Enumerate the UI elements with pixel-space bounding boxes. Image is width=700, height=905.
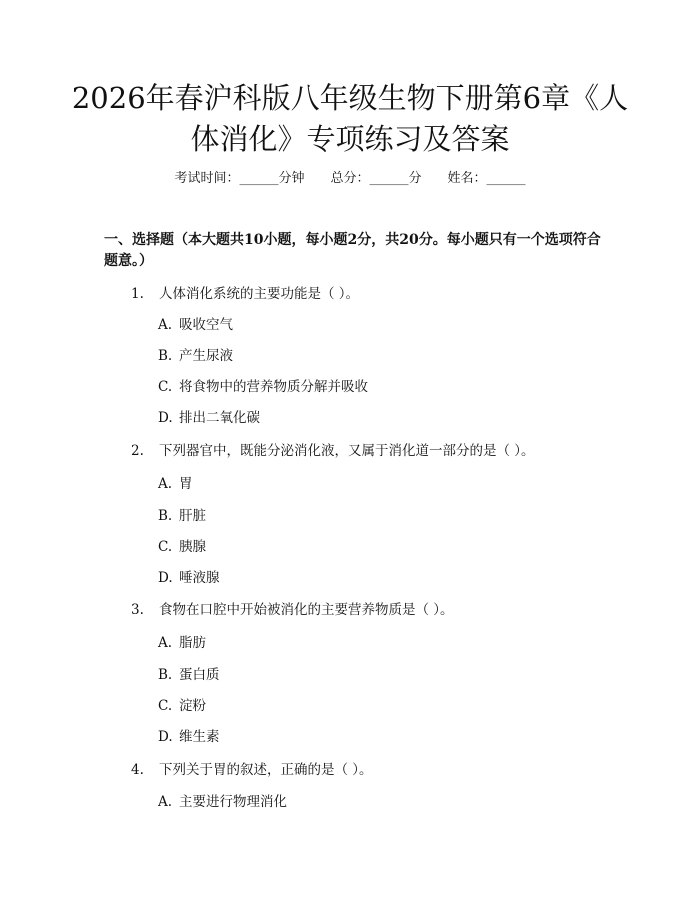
option-text: 吸收空气 <box>179 317 233 333</box>
question-1-option-b <box>158 346 233 366</box>
question-number: 1. <box>131 286 144 302</box>
option-letter: B. <box>158 667 173 683</box>
option-letter: D. <box>158 729 173 745</box>
question-text: 人体消化系统的主要功能是（ ）。 <box>159 286 360 302</box>
option-letter: C. <box>158 698 173 714</box>
question-3-option-c <box>158 696 206 716</box>
option-letter: A. <box>158 635 173 651</box>
question-3-option-d <box>158 727 220 747</box>
option-text: 唾液腺 <box>179 570 220 586</box>
option-letter: A. <box>158 794 173 810</box>
option-letter: A. <box>158 317 173 333</box>
section-heading: 一、选择题（本大题共10小题，每小题2分，共20分。每小题只有一个选项符合题意。） <box>104 232 601 269</box>
question-2-option-b <box>158 506 206 526</box>
option-letter: C. <box>158 539 173 555</box>
question-3 <box>131 600 454 620</box>
option-letter: B. <box>158 348 173 364</box>
question-text: 食物在口腔中开始被消化的主要营养物质是（ ）。 <box>159 602 454 618</box>
document-title: 2026年春沪科版八年级生物下册第6章《人体消化》专项练习及答案 <box>71 81 629 156</box>
option-letter: D. <box>158 570 173 586</box>
student-name-label: 姓名：______ <box>447 171 526 186</box>
option-text: 肝脏 <box>179 508 206 524</box>
question-number: 2. <box>131 443 144 459</box>
question-2-option-d <box>158 568 220 588</box>
question-1-option-a <box>158 315 233 335</box>
question-number: 4. <box>131 762 144 778</box>
option-text: 胃 <box>179 476 193 492</box>
total-score-label: 总分：______分 <box>330 171 422 186</box>
option-text: 将食物中的营养物质分解并吸收 <box>179 379 368 395</box>
question-1-option-c <box>158 377 368 397</box>
option-text: 主要进行物理消化 <box>179 794 287 810</box>
option-letter: D. <box>158 410 173 426</box>
question-2-option-a <box>158 474 193 494</box>
option-text: 淀粉 <box>179 698 206 714</box>
option-letter: B. <box>158 508 173 524</box>
option-text: 产生尿液 <box>179 348 233 364</box>
option-text: 胰腺 <box>179 539 206 555</box>
option-text: 脂肪 <box>179 635 206 651</box>
question-1-option-d <box>158 408 260 428</box>
option-text: 蛋白质 <box>179 667 220 683</box>
option-letter: C. <box>158 379 173 395</box>
question-2-option-c <box>158 537 206 557</box>
option-text: 排出二氧化碳 <box>179 410 260 426</box>
question-4-option-a <box>158 792 287 812</box>
question-3-option-a <box>158 633 206 653</box>
option-letter: A. <box>158 476 173 492</box>
option-text: 维生素 <box>179 729 220 745</box>
question-3-option-b <box>158 665 220 685</box>
question-text: 下列关于胃的叙述，正确的是（ ）。 <box>159 762 373 778</box>
question-number: 3. <box>131 602 144 618</box>
question-2 <box>131 441 535 461</box>
question-1 <box>131 284 359 304</box>
exam-time-label: 考试时间：______分钟 <box>174 171 305 186</box>
question-text: 下列器官中，既能分泌消化液，又属于消化道一部分的是（ ）。 <box>159 443 535 459</box>
question-4 <box>131 760 373 780</box>
exam-info-line <box>0 170 700 188</box>
